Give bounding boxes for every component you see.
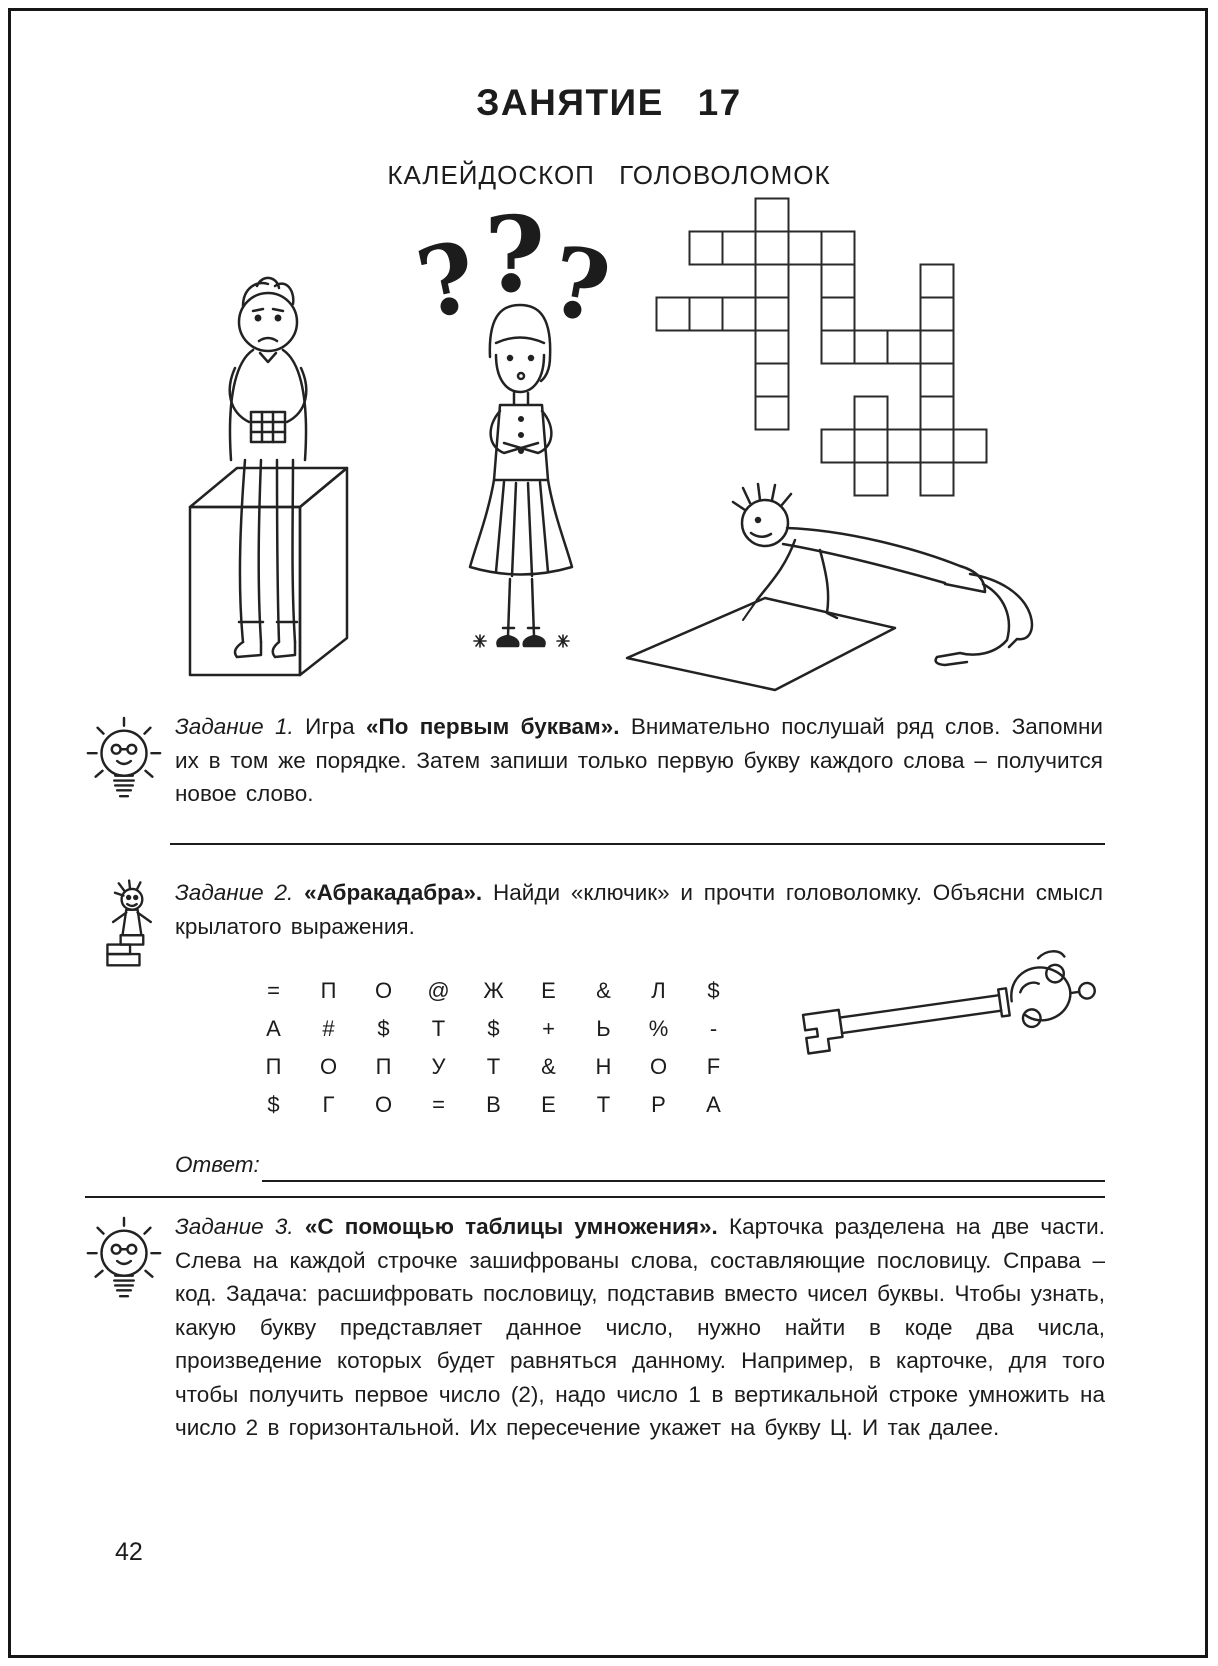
task1-intro: Игра xyxy=(305,714,355,739)
lightbulb-icon xyxy=(80,712,168,810)
cipher-grid-cell: @ xyxy=(427,978,450,1003)
cipher-grid-cell: Т xyxy=(596,1092,611,1117)
cipher-grid-cell: П xyxy=(320,978,337,1003)
cipher-grid-cell: + xyxy=(542,1016,555,1041)
cipher-grid-cell: = xyxy=(267,978,280,1003)
task1-body: Внимательно послушай ряд слов. Запомни их в том же порядке. Затем запиши только первую букву каждого слова – получится новое слово. xyxy=(175,714,1103,806)
cipher-grid-cell: У xyxy=(431,1054,446,1079)
page-number: 42 xyxy=(115,1538,143,1566)
cipher-grid-cell: Е xyxy=(541,1092,556,1117)
cipher-grid-cell: Ь xyxy=(596,1016,611,1041)
cipher-grid-cell: Н xyxy=(595,1054,612,1079)
cipher-grid-cell: Р xyxy=(651,1092,666,1117)
cipher-grid xyxy=(246,972,741,1124)
jester-icon xyxy=(98,878,164,982)
cipher-grid-cell: Ж xyxy=(483,978,504,1003)
cipher-grid-cell: Т xyxy=(486,1054,501,1079)
cipher-grid-cell: $ xyxy=(377,1016,390,1041)
cipher-grid-cell: Е xyxy=(541,978,556,1003)
task1-label: Задание 1. xyxy=(175,714,294,739)
cipher-grid-cell: F xyxy=(706,1054,721,1079)
page-title: ЗАНЯТИЕ 17 xyxy=(476,82,742,123)
separator-line-2 xyxy=(85,1196,1105,1198)
cipher-grid-row xyxy=(246,1010,741,1048)
crossword-illustration xyxy=(655,197,988,497)
cipher-grid-cell: О xyxy=(374,978,393,1003)
lightbulb-icon xyxy=(80,1212,168,1310)
cipher-grid-cell: & xyxy=(596,978,611,1003)
girl-question-marks-illustration xyxy=(400,195,630,680)
cipher-grid-cell: - xyxy=(709,1016,718,1041)
cipher-grid-cell: = xyxy=(432,1092,445,1117)
task3-name: «С помощью таблицы умножения». xyxy=(304,1214,718,1239)
task3-label: Задание 3. xyxy=(175,1214,294,1239)
task1-name: «По первым буквам». xyxy=(365,714,620,739)
task3-body: Карточка разделена на две части. Слева на каждой строчке зашифрованы слова, составляющие пословицу. Справа – код. Задача: расшифровать пословицу, подставив вместо чисел буквы. Чтобы узнать, какую букву представляет данное число, нужно найти в коде два числа, произведение которых будет равняться данному. Например, в карточке, для того чтобы получить первое число (2), надо число 1 в вертикальной строке умножить на число 2 в горизонтальной. Их пересечение укажет на букву Ц. И так далее. xyxy=(175,1214,1105,1440)
cipher-grid-cell: О xyxy=(374,1092,393,1117)
cipher-grid-cell: О xyxy=(649,1054,668,1079)
cipher-grid-cell: В xyxy=(486,1092,501,1117)
cipher-grid-cell: П xyxy=(375,1054,392,1079)
cipher-grid-cell: Т xyxy=(431,1016,446,1041)
question-mark: ? xyxy=(407,219,487,342)
cipher-grid-cell: А xyxy=(266,1016,281,1041)
cipher-grid-cell: А xyxy=(706,1092,721,1117)
answer-blank-line xyxy=(262,1154,1105,1182)
task3-text xyxy=(175,1210,1105,1445)
task2-name: «Абракадабра». xyxy=(304,880,483,905)
cipher-grid-row xyxy=(246,972,741,1010)
cipher-grid-cell: % xyxy=(648,1016,669,1041)
cipher-grid-cell: П xyxy=(265,1054,282,1079)
question-mark: ? xyxy=(542,224,618,346)
task2-body: Найди «ключик» и прочти головоломку. Объясни смысл крылатого выражения. xyxy=(175,880,1103,939)
cipher-grid-cell: Л xyxy=(651,978,666,1003)
cipher-grid-cell: # xyxy=(322,1016,335,1041)
task1-text xyxy=(175,710,1103,811)
cipher-grid-cell: О xyxy=(319,1054,338,1079)
boy-writing-illustration xyxy=(615,478,1045,698)
key-icon xyxy=(765,915,1105,1105)
question-mark: ? xyxy=(484,195,545,316)
page-subtitle: КАЛЕЙДОСКОП ГОЛОВОЛОМОК xyxy=(387,160,831,190)
cipher-grid-cell: Г xyxy=(322,1092,335,1117)
cipher-grid-row xyxy=(246,1086,741,1124)
cipher-grid-cell: $ xyxy=(267,1092,280,1117)
cipher-grid-cell: $ xyxy=(487,1016,500,1041)
task2-label: Задание 2. xyxy=(175,880,294,905)
separator-line-1 xyxy=(170,843,1105,845)
cipher-grid-cell: $ xyxy=(707,978,720,1003)
boy-on-cube-illustration xyxy=(165,250,405,690)
cipher-grid-cell: & xyxy=(541,1054,556,1079)
cipher-grid-row xyxy=(246,1048,741,1086)
answer-label: Ответ: xyxy=(175,1152,260,1177)
